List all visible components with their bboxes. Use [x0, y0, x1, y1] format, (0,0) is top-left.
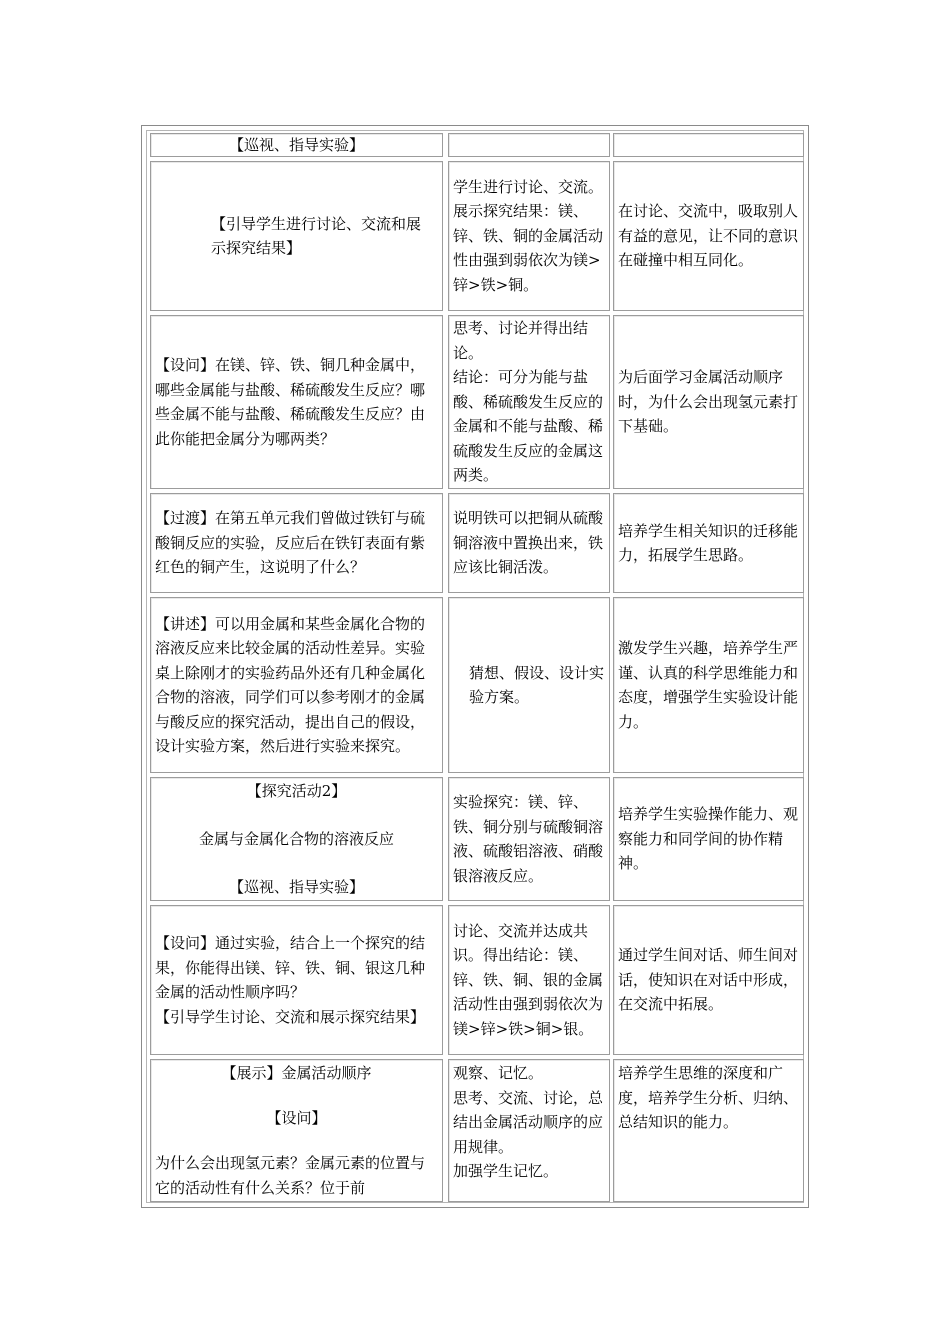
- cell-text: 加强学生记忆。: [453, 1162, 559, 1180]
- cell-text: 【设问】通过实验，结合上一个探究的结果，你能得出镁、锌、铁、铜、银这几种金属的活动性顺序吗？: [155, 934, 426, 1001]
- cell-text: 【设问】: [266, 1109, 327, 1127]
- cell-text: 【引导学生讨论、交流和展示探究结果】: [155, 1007, 426, 1026]
- design-intent-cell: [613, 161, 804, 311]
- cell-text: 思考、讨论并得出结论。: [453, 319, 589, 362]
- teacher-activity-cell: [150, 493, 443, 593]
- cell-text: 在讨论、交流中，吸取别人有益的意见，让不同的意识在碰撞中相互同化。: [618, 202, 799, 270]
- cell-text: 【讲述】可以用金属和某些金属化合物的溶液反应来比较金属的活动性差异。实验桌上除刚才的实验药品外还有几种金属化合物的溶液，同学们可以参考刚才的金属与酸反应的探究活动，提出自己的假设，设计实验方案，然后进行实验来探究。: [155, 614, 426, 755]
- cell-text: 为什么会出现氢元素？金属元素的位置与它的活动性有什么关系？位于前: [155, 1154, 426, 1197]
- cell-text: 讨论、交流并达成共识。得出结论：镁、锌、铁、铜、银的金属活动性由强到弱依次为镁>锌>铁>铜>银。: [453, 921, 604, 1038]
- table-row: [147, 903, 803, 1057]
- cell-text: 【展示】金属活动顺序: [221, 1064, 372, 1082]
- cell-text: 培养学生相关知识的迁移能力，拓展学生思路。: [618, 521, 799, 564]
- cell-text: 【巡视、指导实验】: [228, 135, 364, 154]
- design-intent-cell: [613, 777, 804, 901]
- cell-text: 通过学生间对话、师生间对话，使知识在对话中形成，在交流中拓展。: [618, 946, 799, 1014]
- cell-text: 猜想、假设、设计实验方案。: [469, 663, 605, 706]
- cell-text: 学生进行讨论、交流。展示探究结果：镁、锌、铁、铜的金属活动性由强到弱依次为镁>锌>铁>铜。: [453, 177, 604, 294]
- student-activity-cell: [448, 133, 610, 157]
- table-row: [147, 1057, 803, 1204]
- table-row: [147, 775, 803, 903]
- student-activity-cell: [448, 905, 610, 1055]
- table-row: [147, 159, 803, 313]
- lesson-table-inner: [146, 130, 804, 1203]
- student-activity-cell: [448, 777, 610, 901]
- table-row: [147, 491, 803, 595]
- student-activity-cell: [448, 1059, 610, 1202]
- cell-text: 结论：可分为能与盐酸、稀硫酸发生反应的金属和不能与盐酸、稀硫酸发生反应的金属这两类。: [453, 368, 604, 485]
- design-intent-cell: [613, 905, 804, 1055]
- cell-text: 培养学生思维的深度和广度，培养学生分析、归纳、总结知识的能力。: [618, 1064, 799, 1131]
- table-row: [147, 595, 803, 775]
- cell-text: 说明铁可以把铜从硫酸铜溶液中置换出来，铁应该比铜活泼。: [453, 509, 604, 577]
- cell-text: 激发学生兴趣，培养学生严谨、认真的科学思维能力和态度，增强学生实验设计能力。: [618, 639, 799, 731]
- student-activity-cell: [448, 493, 610, 593]
- design-intent-cell: [613, 493, 804, 593]
- cell-text: 培养学生实验操作能力、观察能力和同学间的协作精神。: [618, 805, 799, 873]
- student-activity-cell: [448, 161, 610, 311]
- design-intent-cell: [613, 133, 804, 157]
- teacher-activity-cell: [150, 777, 443, 901]
- cell-text: 【设问】在镁、锌、铁、铜几种金属中，哪些金属能与盐酸、稀硫酸发生反应？哪些金属不能与盐酸、稀硫酸发生反应？由此你能把金属分为哪两类？: [155, 356, 426, 448]
- lesson-table: [141, 125, 809, 1208]
- design-intent-cell: [613, 597, 804, 773]
- design-intent-cell: [613, 315, 804, 489]
- table-row: [147, 131, 803, 159]
- cell-text: 【过渡】在第五单元我们曾做过铁钉与硫酸铜反应的实验，反应后在铁钉表面有紫红色的铜产生，这说明了什么？: [155, 509, 426, 577]
- cell-text: 金属与金属化合物的溶液反应: [198, 829, 394, 848]
- table-row: [147, 313, 803, 491]
- teacher-activity-cell: [150, 597, 443, 773]
- student-activity-cell: [448, 597, 610, 773]
- cell-text: 【探究活动2】: [246, 782, 347, 800]
- cell-text: 观察、记忆。: [453, 1064, 544, 1082]
- cell-text: 实验探究：镁、锌、铁、铜分别与硫酸铜溶液、硫酸铝溶液、硝酸银溶液反应。: [453, 793, 604, 885]
- teacher-activity-cell: [150, 133, 443, 157]
- cell-text: 思考、交流、讨论，总结出金属活动顺序的应用规律。: [453, 1088, 604, 1156]
- cell-text: 为后面学习金属活动顺序时，为什么会出现氢元素打下基础。: [618, 368, 799, 436]
- teacher-activity-cell: [150, 905, 443, 1055]
- design-intent-cell: [613, 1059, 804, 1202]
- cell-text: 【巡视、指导实验】: [228, 877, 364, 896]
- teacher-activity-cell: [150, 1059, 443, 1202]
- teacher-activity-cell: [150, 161, 443, 311]
- cell-text: 【引导学生进行讨论、交流和展示探究结果】: [211, 214, 422, 257]
- student-activity-cell: [448, 315, 610, 489]
- teacher-activity-cell: [150, 315, 443, 489]
